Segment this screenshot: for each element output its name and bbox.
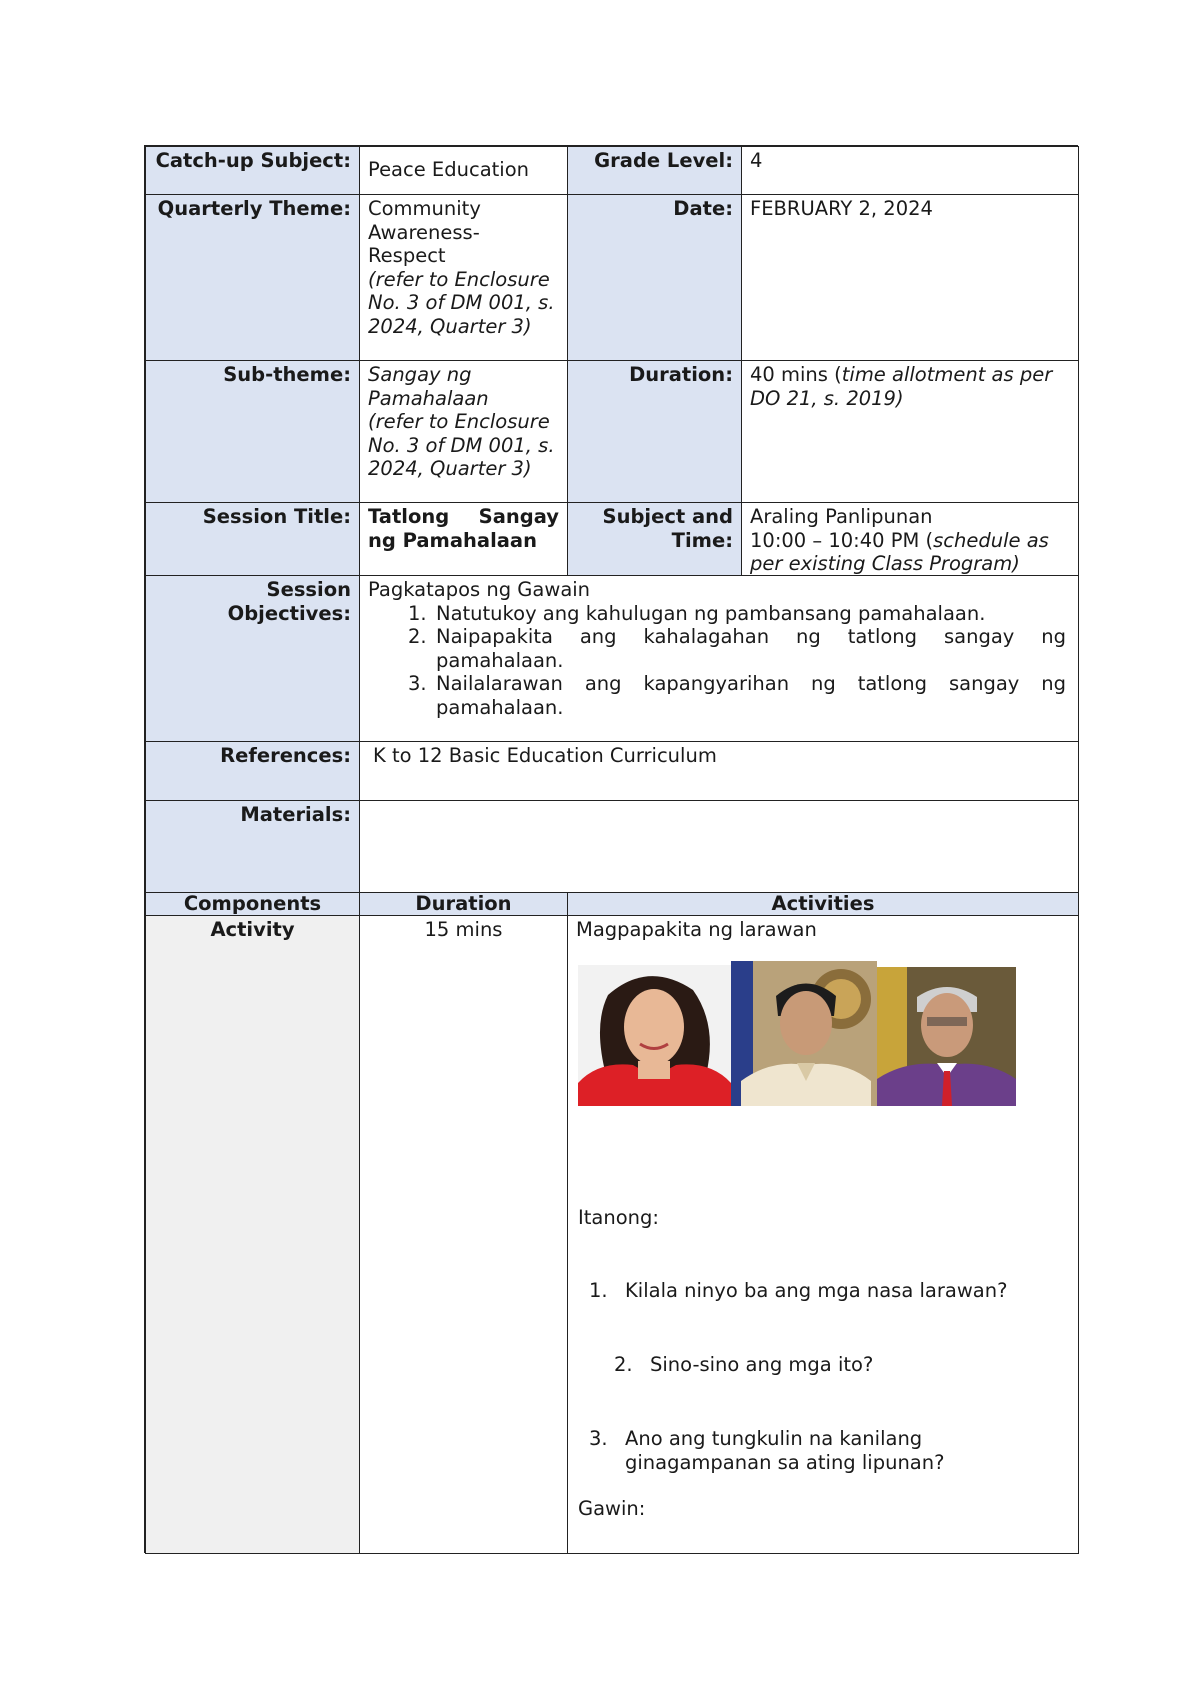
materials-value — [359, 800, 1079, 893]
photo-man-barong — [731, 961, 877, 1106]
quarterly-theme-value: Community Awareness- Respect — [368, 197, 481, 267]
components-header: Components — [145, 892, 360, 916]
sub-theme-label: Sub-theme: — [145, 360, 360, 503]
objective-item: 2. Naipapakita ang kahalagahan ng tatlong sangay ng pamahalaan. — [408, 625, 1066, 672]
officials-photo-strip — [578, 961, 1016, 1106]
duration-cell — [741, 360, 1079, 503]
date-value: FEBRUARY 2, 2024 — [741, 194, 1079, 361]
catchup-subject-value: Peace Education — [359, 146, 568, 195]
question-item: 3. Ano ang tungkulin na kanilang ginagampanan sa ating lipunan? — [589, 1427, 945, 1474]
quarterly-theme-label: Quarterly Theme: — [145, 194, 360, 361]
duration-value: 40 mins ( — [750, 363, 842, 386]
quarterly-theme-cell — [359, 194, 568, 361]
question-item: 2. Sino-sino ang mga ito? — [614, 1353, 874, 1376]
activity-content — [567, 915, 1079, 1554]
activity-duration: 15 mins — [359, 915, 568, 1554]
objectives-list — [408, 602, 1066, 720]
subject-time-cell — [741, 502, 1079, 576]
session-objectives-label: Session Objectives: — [145, 575, 360, 742]
activities-header: Activities — [567, 892, 1079, 916]
ask-label: Itanong: — [578, 1206, 659, 1229]
objectives-intro: Pagkatapos ng Gawain — [368, 578, 591, 601]
quarterly-theme-reference: (refer to Enclosure No. 3 of DM 001, s. 2024, Quarter 3) — [368, 267, 555, 338]
component-activity: Activity — [145, 915, 360, 1554]
sub-theme-reference: (refer to Enclosure No. 3 of DM 001, s. 2024, Quarter 3) — [368, 410, 555, 480]
session-objectives-cell — [359, 575, 1079, 742]
photo-woman-red-dress — [578, 965, 731, 1106]
session-title-label: Session Title: — [145, 502, 360, 576]
objective-item: 3. Nailalarawan ang kapangyarihan ng tatlong sangay ng pamahalaan. — [408, 672, 1066, 719]
catchup-subject-label: Catch-up Subject: — [145, 146, 360, 195]
materials-label: Materials: — [145, 800, 360, 893]
session-title-value: Tatlong Sangay ng Pamahalaan — [359, 502, 568, 576]
date-label: Date: — [567, 194, 742, 361]
grade-level-label: Grade Level: — [567, 146, 742, 195]
objective-item: 1. Natutukoy ang kahulugan ng pambansang pamahalaan. — [408, 601, 986, 625]
references-label: References: — [145, 741, 360, 801]
subject-time-label: Subject and Time: — [567, 502, 742, 576]
lesson-plan-table — [144, 145, 1078, 1553]
activity-intro: Magpapakita ng larawan — [576, 918, 817, 941]
question-item: 1. Kilala ninyo ba ang mga nasa larawan? — [589, 1279, 1008, 1302]
photo-man-purple-robe — [877, 967, 1016, 1106]
grade-level-value: 4 — [741, 146, 1079, 195]
sub-theme-cell — [359, 360, 568, 503]
sub-theme-value: Sangay ng Pamahalaan — [368, 363, 489, 410]
time-note: schedule as per existing Class Program) — [750, 528, 1049, 575]
duration-note: time allotment as per DO 21, s. 2019) — [750, 363, 1053, 410]
duration-label: Duration: — [567, 360, 742, 503]
time-value: 10:00 – 10:40 PM ( — [750, 528, 934, 552]
do-label: Gawin: — [578, 1497, 646, 1520]
subject-value: Araling Panlipunan — [750, 505, 933, 528]
duration-header: Duration — [359, 892, 568, 916]
references-value: K to 12 Basic Education Curriculum — [359, 741, 1079, 801]
